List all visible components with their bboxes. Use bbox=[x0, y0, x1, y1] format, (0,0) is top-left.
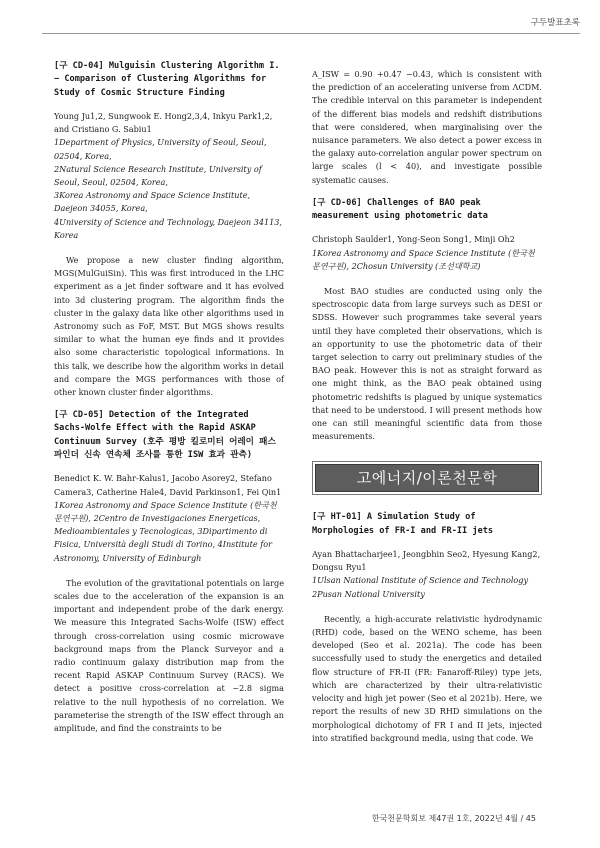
page-footer: 한국천문학회보 제47권 1호, 2022년 4월 / 45 bbox=[371, 814, 536, 823]
abstract-body-cd06: Most BAO studies are conducted using only the spectroscopic data from large surveys such as DESI or SDSS. However such programmes take several years until they have completed their observations, which is an opportunity to use the photometric data of their target selection to carry out preliminary studies of the BAO peak. However this is not as straight forward as one might think, as the BAO peak obtained using photometric redshifts is plagued by unique systematics that need to be understood. I will present methods how one can still meaningful scientific data from those measurements. bbox=[312, 286, 542, 442]
authors-cd06: Christoph Saulder1, Yong-Seon Song1, Minji Oh2 bbox=[312, 234, 515, 245]
abstract-title-cd04: [구 CD-04] Mulguisin Clustering Algorithm I. − Comparison of Clustering Algorithms for Study of Cosmic Structure Finding bbox=[54, 61, 280, 98]
affiliation-cd04-1: 1Department of Physics, University of Seoul, Seoul, 02504, Korea, bbox=[54, 137, 267, 161]
affiliation-cd04-3: 3Korea Astronomy and Space Science Institute, Daejeon 34055, Korea, bbox=[54, 190, 251, 214]
section-banner-frame bbox=[312, 461, 542, 495]
authors-cd05: Benedict K. W. Bahr-Kalus1, Jacobo Asorey2, Stefano Camera3, Catherine Hale4, David Parkinson1, Fei Qin1 bbox=[54, 473, 282, 497]
affiliation-ht01-2: 2Pusan National University bbox=[312, 588, 425, 599]
header-rule bbox=[42, 33, 580, 34]
affiliation-cd04-2: 2Natural Science Research Institute, University of Seoul, Seoul, 02504, Korea, bbox=[54, 163, 262, 187]
right-column bbox=[312, 60, 542, 745]
affiliation-cd05: 1Korea Astronomy and Space Science Institute (한국천문연구원), 2Centro de Investigaciones Energeticas, Medioambientales y Tecnologicas, 3Dipartimento di Fisica, Università degli Studi di Torino, 4Institute for Astronomy, University of Edinburgh bbox=[54, 499, 277, 563]
affiliation-ht01-1: 1Ulsan National Institute of Science and Technology bbox=[312, 575, 529, 586]
authors-ht01: Ayan Bhattacharjee1, Jeongbhin Seo2, Hyesung Kang2, Dongsu Ryu1 bbox=[312, 549, 541, 573]
abstract-title-cd06: [구 CD-06] Challenges of BAO peak measurement using photometric data bbox=[312, 197, 488, 222]
abstract-body-cd04: We propose a new cluster finding algorithm, MGS(MulGuiSin). This was first introduced in the LHC experiment as a jet finder software and it has evolved into 3d clustering program. The algorithm finds the cluster in the galaxy data like other algorithms used in Astronomy such as FoF, MST. But MGS shows results similar to what the human eye finds and it provides also some characteristic topological informations. In this talk, we describe how the algorithm works in detail and compare the MGS performances with those of other known cluster finder algorithms. bbox=[54, 254, 284, 397]
section-banner: 고에너지/이론천문학 bbox=[315, 464, 539, 492]
abstract-body-cd05: The evolution of the gravitational potentials on large scales due to the acceleration of the expansion is an important and independent probe of the dark energy. We measure this Integrated Sachs-Wolfe (ISW) effect through cross-correlation using cosmic microwave background maps from the Planck Surveyor and a radio continuum galaxy distribution map from the recent Rapid ASKAP Continuum Survey (RACS). We detect a positive cross-correlation at ~2.8 sigma relative to the null hypothesis of no correlation. We parameterise the strength of the ISW effect through an amplitude, and find the constraints to be bbox=[54, 577, 284, 733]
left-column bbox=[54, 60, 284, 735]
authors-cd04: Young Ju1,2, Sungwook E. Hong2,3,4, Inkyu Park1,2, and Cristiano G. Sabiu1 bbox=[54, 110, 273, 135]
affiliation-cd06: 1Korea Astronomy and Space Science Institute (한국천문연구원), 2Chosun University (조선대학교) bbox=[312, 247, 535, 271]
running-header-label: 구두발표초록 bbox=[530, 18, 580, 28]
abstract-title-cd05: [구 CD-05] Detection of the Integrated Sachs-Wolfe Effect with the Rapid ASKAP Continuum Survey (호주 평방 킬로미터 어레이 패스파인더 신속 연속체 조사를 통한 ISW 효과 관측) bbox=[54, 410, 276, 461]
affiliation-cd04-4: 4University of Science and Technology, Daejeon 34113, Korea bbox=[54, 216, 282, 240]
abstract-body-cd05-continued: A_ISW = 0.90 +0.47 −0.43, which is consistent with the prediction of an accelerating universe from ΛCDM. The credible interval on this parameter is independent of the different bias models and redshift distributions that were considered, when marginalising over the nuisance parameters. We also detect a power excess in the galaxy auto-correlation angular power spectrum on large scales (l < 40), and investigate possible systematic causes. bbox=[312, 69, 542, 185]
abstract-title-ht01: [구 HT-01] A Simulation Study of Morphologies of FR-I and FR-II jets bbox=[312, 512, 494, 536]
abstract-body-ht01: Recently, a high-accurate relativistic hydrodynamic (RHD) code, based on the WENO scheme, has been developed (Seo et al. 2021a). The code has been successfully used to study the energetics and detailed flow structure of FR-II (FR: Fanaroff-Riley) type jets, which are characterized by their ultra-relativistic velocity and high jet power (Seo et al 2021b). Here, we report the results of new 3D RHD simulations on the morphological dichotomy of FR I and II jets, injected into stratified background media, using that code. We bbox=[312, 613, 542, 743]
